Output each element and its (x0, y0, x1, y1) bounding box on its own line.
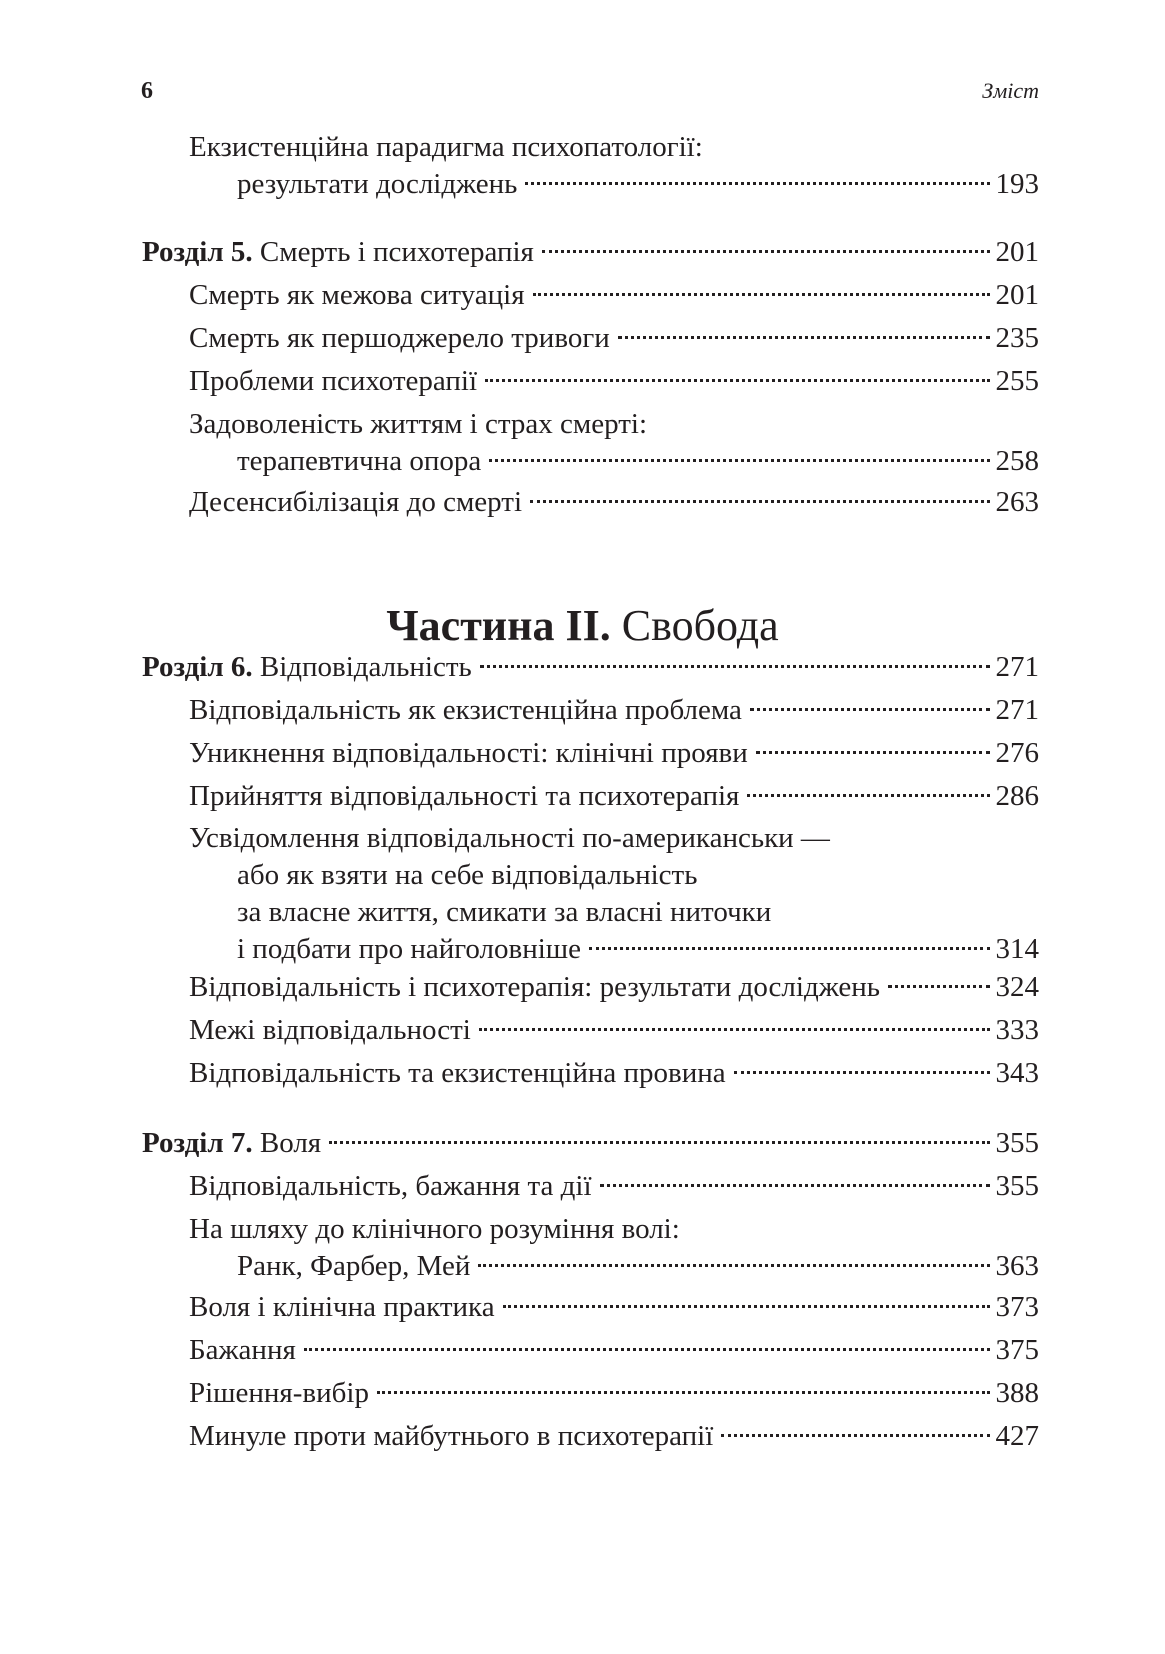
dot-leader (478, 1264, 989, 1267)
chapter-name: Воля (259, 1127, 322, 1159)
toc-entry[interactable] (189, 820, 1039, 968)
toc-page-number: 201 (995, 236, 1039, 268)
toc-entry-title-line: результати досліджень (237, 168, 518, 200)
toc-page-number: 375 (995, 1334, 1039, 1366)
dot-leader (329, 1141, 989, 1144)
toc-entry-title-line: Смерть як межова ситуація (189, 279, 525, 311)
toc-entry-title-line: і подбати про найголовніше (237, 933, 581, 965)
toc-page-number: 263 (995, 486, 1039, 518)
toc-entry-title-line: за власне життя, смикати за власні ниточки (237, 896, 772, 928)
toc-entry-last-line (189, 1418, 1039, 1455)
toc-page-number: 271 (995, 651, 1039, 683)
toc-entry-last-line (189, 1168, 1039, 1205)
toc-chapter-6[interactable] (142, 649, 1039, 686)
toc-entry-last-line (189, 1055, 1039, 1092)
dot-leader (530, 500, 989, 503)
toc-page-number: 271 (995, 694, 1039, 726)
toc-entry[interactable] (189, 363, 1039, 400)
toc-page-number: 201 (995, 279, 1039, 311)
toc-entry-last-line (189, 778, 1039, 815)
toc-entry-title-line: Задоволеність життям і страх смерті: (189, 408, 647, 440)
dot-leader (377, 1391, 990, 1394)
toc-entry-last-line (142, 649, 1039, 686)
toc-entry[interactable] (189, 1012, 1039, 1049)
toc-entry-title-line: Воля і клінічна практика (189, 1291, 495, 1323)
dot-leader (480, 665, 990, 668)
part-label: Частина II. (386, 601, 611, 650)
toc-page-number: 373 (995, 1291, 1039, 1323)
toc-entry-title-line: Межі відповідальності (189, 1014, 471, 1046)
chapter-label: Розділ 6. (142, 651, 253, 683)
toc-entry[interactable] (189, 1211, 1039, 1285)
toc-page-number: 427 (995, 1420, 1039, 1452)
dot-leader (750, 708, 990, 711)
toc-entry-title-line: Бажання (189, 1334, 296, 1366)
toc-entry-last-line (189, 1332, 1039, 1369)
chapter-name: Відповідальність (259, 651, 472, 683)
toc-entry[interactable] (189, 778, 1039, 815)
toc-entry[interactable] (189, 1168, 1039, 1205)
toc-entry[interactable] (189, 1332, 1039, 1369)
toc-entry-title-line: Минуле проти майбутнього в психотерапії (189, 1420, 714, 1452)
toc-entry[interactable] (189, 320, 1039, 357)
toc-entry-title-line: Прийняття відповідальності та психотерапія (189, 780, 740, 812)
toc-entry-last-line (189, 1248, 1039, 1285)
toc-entry-last-line (142, 1125, 1039, 1162)
toc-entry[interactable] (189, 1418, 1039, 1455)
chapter-title (142, 1125, 321, 1162)
toc-entry-title-line: Відповідальність і психотерапія: результати досліджень (189, 971, 880, 1003)
page-number: 6 (141, 78, 153, 104)
toc-page-number: 363 (995, 1250, 1039, 1282)
toc-chapter-7[interactable] (142, 1125, 1039, 1162)
toc-entry-title-line: Екзистенційна парадигма психопатології: (189, 131, 703, 163)
toc-entry-title-line: Відповідальність, бажання та дії (189, 1170, 592, 1202)
toc-entry-last-line (189, 692, 1039, 729)
toc-page-number: 255 (995, 365, 1039, 397)
toc-entry[interactable] (189, 735, 1039, 772)
toc-entry-last-line (189, 484, 1039, 521)
dot-leader (542, 250, 990, 253)
toc-chapter-5[interactable] (142, 234, 1039, 271)
toc-entry-title-line: Ранк, Фарбер, Мей (237, 1250, 471, 1282)
chapter-label: Розділ 5. (142, 236, 253, 268)
chapter-label: Розділ 7. (142, 1127, 253, 1159)
toc-page-number: 286 (995, 780, 1039, 812)
toc-entry-last-line (189, 735, 1039, 772)
dot-leader (589, 947, 990, 950)
dot-leader (485, 379, 989, 382)
toc-entry-title-line: Смерть як першоджерело тривоги (189, 322, 610, 354)
dot-leader (533, 293, 990, 296)
dot-leader (600, 1184, 990, 1187)
toc-page-number: 258 (995, 445, 1039, 477)
toc-entry[interactable] (189, 1055, 1039, 1092)
toc-entry-last-line (189, 1289, 1039, 1326)
toc-entry-title-line: На шляху до клінічного розуміння волі: (189, 1213, 680, 1245)
toc-entry[interactable] (189, 1289, 1039, 1326)
toc-entry-title-line: терапевтична опора (237, 445, 482, 477)
toc-page-number: 193 (995, 168, 1039, 200)
toc-entry-title-line: Уникнення відповідальності: клінічні прояви (189, 737, 748, 769)
toc-entry[interactable] (189, 1375, 1039, 1412)
toc-page-number: 276 (995, 737, 1039, 769)
toc-page-number: 235 (995, 322, 1039, 354)
toc-entry-title-line: Рішення-вибір (189, 1377, 369, 1409)
toc-entry-title-line: Десенсибілізація до смерті (189, 486, 523, 518)
toc-entry[interactable] (189, 129, 1039, 203)
toc-entry[interactable] (189, 406, 1039, 480)
dot-leader (756, 751, 990, 754)
dot-leader (479, 1028, 990, 1031)
toc-entry-last-line (189, 277, 1039, 314)
toc-entry-last-line (189, 931, 1039, 968)
toc-entry-last-line (189, 320, 1039, 357)
dot-leader (304, 1348, 990, 1351)
dot-leader (525, 182, 989, 185)
toc-entry-last-line (189, 443, 1039, 480)
chapter-title (142, 649, 472, 686)
toc-entry-last-line (189, 363, 1039, 400)
dot-leader (747, 794, 989, 797)
chapter-name: Смерть і психотерапія (259, 236, 534, 268)
dot-leader (734, 1071, 990, 1074)
dot-leader (489, 459, 989, 462)
toc-entry-title-line: або як взяти на себе відповідальність (237, 859, 698, 891)
toc-page-number: 355 (995, 1170, 1039, 1202)
toc-entry[interactable] (189, 484, 1039, 521)
toc-page-number: 314 (995, 933, 1039, 965)
toc-page-number: 343 (995, 1057, 1039, 1089)
toc-entry-last-line (189, 1012, 1039, 1049)
toc-entry[interactable] (189, 277, 1039, 314)
toc-entry-last-line (142, 234, 1039, 271)
dot-leader (503, 1305, 990, 1308)
toc-entry-title-line: Проблеми психотерапії (189, 365, 478, 397)
part-title: Свобода (621, 601, 779, 650)
dot-leader (888, 985, 990, 988)
toc-entry[interactable] (189, 969, 1039, 1006)
running-header: Зміст (982, 78, 1039, 103)
dot-leader (721, 1434, 989, 1437)
toc-entry-title-line: Відповідальність як екзистенційна проблема (189, 694, 742, 726)
toc-entry[interactable] (189, 692, 1039, 729)
toc-entry-last-line (189, 969, 1039, 1006)
part-heading (0, 598, 1165, 654)
toc-page-number: 355 (995, 1127, 1039, 1159)
toc-entry-last-line (189, 1375, 1039, 1412)
toc-page-number: 333 (995, 1014, 1039, 1046)
dot-leader (618, 336, 990, 339)
toc-page-number: 388 (995, 1377, 1039, 1409)
toc-entry-last-line (189, 166, 1039, 203)
toc-entry-title-line: Усвідомлення відповідальності по-американськи — (189, 822, 830, 854)
toc-page-number: 324 (995, 971, 1039, 1003)
toc-entry-title-line: Відповідальність та екзистенційна провина (189, 1057, 726, 1089)
chapter-title (142, 234, 534, 271)
